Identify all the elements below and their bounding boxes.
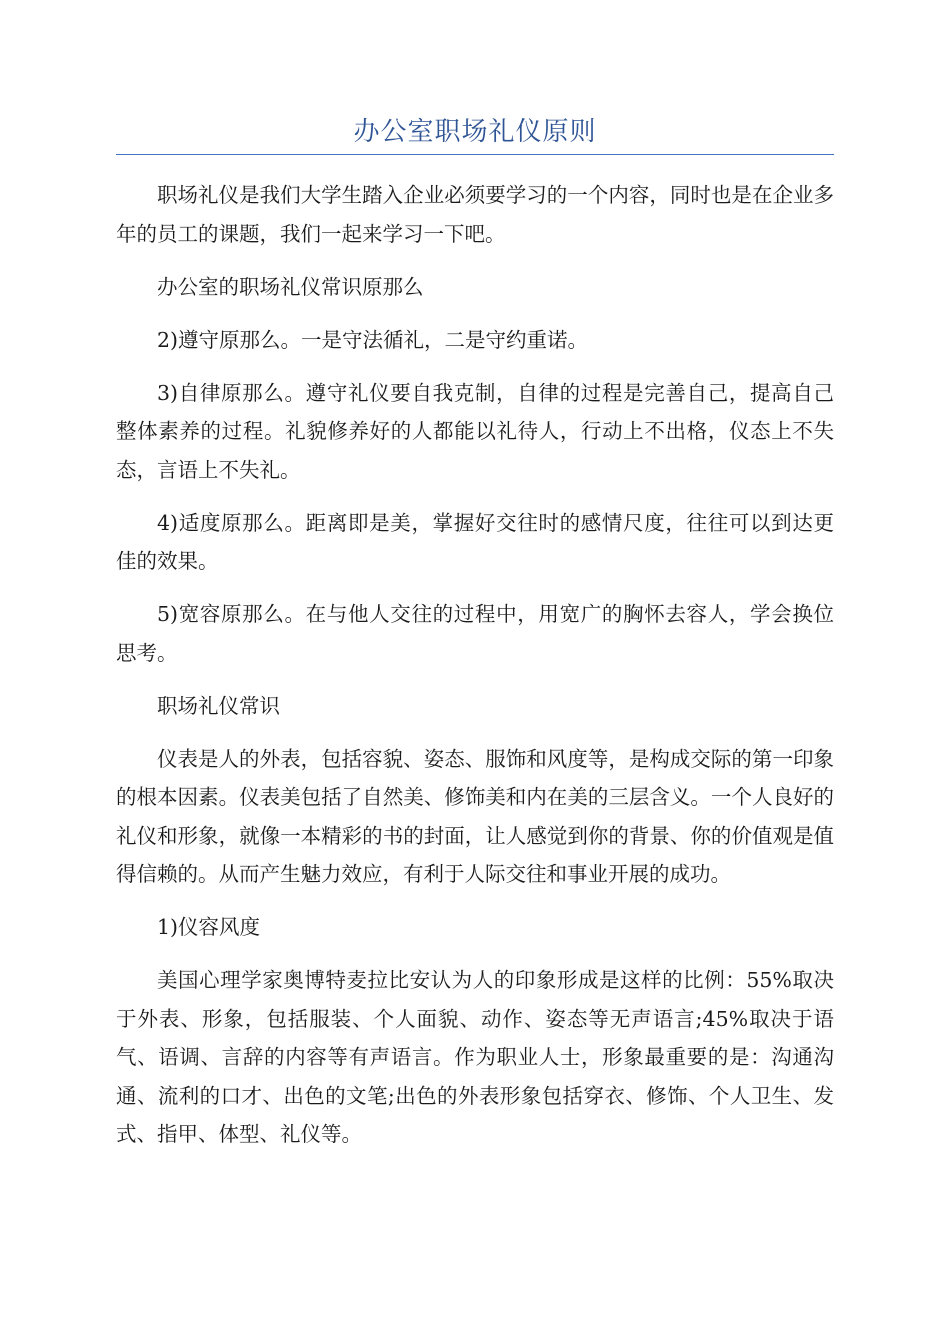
paragraph-impression: 美国心理学家奥博特麦拉比安认为人的印象形成是这样的比例：55%取决于外表、形象，包括服装、个人面貌、动作、姿态等无声语言;45%取决于语气、语调、言辞的内容等有声语言。作为职业人士，形象最重要的是：沟通沟通、流利的口才、出色的文笔;出色的外表形象包括穿衣、修饰、个人卫生、发式、指甲、体型、礼仪等。 (116, 968, 834, 1146)
paragraph-intro: 职场礼仪是我们大学生踏入企业必须要学习的一个内容，同时也是在企业多年的员工的课题，我们一起来学习一下吧。 (116, 183, 834, 246)
paragraph-principle-4: 4)适度原那么。距离即是美，掌握好交往时的感情尺度，往往可以到达更佳的效果。 (116, 510, 834, 573)
paragraph-heading-demeanor: 1)仪容风度 (157, 915, 261, 939)
paragraph-appearance: 仪表是人的外表，包括容貌、姿态、服饰和风度等，是构成交际的第一印象的根本因素。仪表美包括了自然美、修饰美和内在美的三层含义。一个人良好的礼仪和形象，就像一本精彩的书的封面，让人感觉到你的背景、你的价值观是值得信赖的。从而产生魅力效应，有利于人际交往和事业开展的成功。 (116, 746, 834, 886)
paragraph-principle-5: 5)宽容原那么。在与他人交往的过程中，用宽广的胸怀去容人，学会换位思考。 (116, 602, 834, 665)
document-body (116, 176, 834, 1168)
paragraph-heading-principles: 办公室的职场礼仪常识原那么 (157, 274, 424, 299)
paragraph-heading-knowledge: 职场礼仪常识 (157, 693, 280, 718)
paragraph-principle-2: 2)遵守原那么。一是守法循礼，二是守约重诺。 (157, 327, 589, 352)
title-underline (116, 154, 834, 155)
document-title: 办公室职场礼仪原则 (353, 117, 597, 147)
paragraph-principle-3: 3)自律原那么。遵守礼仪要自我克制，自律的过程是完善自己，提高自己整体素养的过程。礼貌修养好的人都能以礼待人，行动上不出格，仪态上不失态，言语上不失礼。 (116, 380, 834, 482)
